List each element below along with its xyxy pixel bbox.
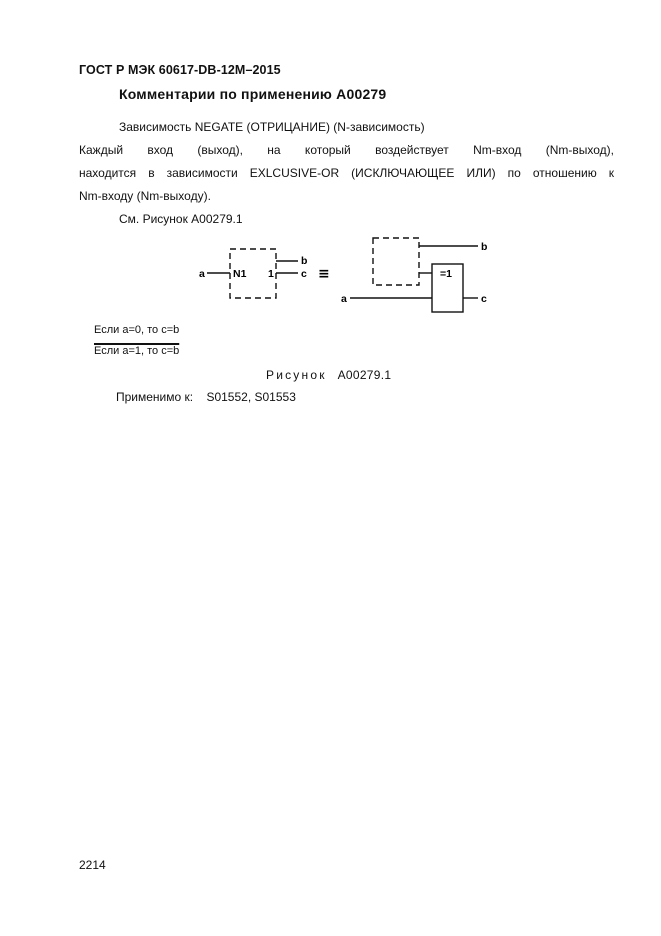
xor-qualifier: =1 (440, 268, 452, 280)
page-number: 2214 (79, 858, 106, 872)
left-output-c-label: c (301, 268, 307, 280)
xor-equivalent-circuit (341, 238, 487, 312)
equivalence-sign: ≡ (318, 266, 330, 282)
caption-number: A00279.1 (337, 368, 392, 382)
applicable-line (116, 390, 296, 404)
condition-a1 (94, 345, 179, 357)
left-output-b-label: b (301, 255, 308, 267)
condition-a1-text: Если a=1, то c=b (94, 345, 180, 357)
qualifier-n1: N1 (233, 268, 247, 280)
applicable-values: S01552, S01553 (206, 390, 296, 404)
section-title: Комментарии по применению A00279 (119, 86, 387, 102)
condition-a0: Если a=0, то c=b (94, 324, 180, 336)
left-input-a-label: a (199, 268, 205, 280)
figure-caption (266, 368, 391, 382)
standard-code-header: ГОСТ Р МЭК 60617-DB-12M–2015 (79, 63, 281, 77)
paragraph-line-1: Каждый вход (выход), на который воздействует Nm-вход (Nm-выход), (79, 143, 614, 157)
logic-figure (0, 0, 661, 330)
right-output-b-label: b (481, 241, 488, 253)
dependency-line: Зависимость NEGATE (ОТРИЦАНИЕ) (N-зависимость) (119, 120, 425, 134)
caption-word: Рисунок (266, 368, 327, 382)
dashed-box (373, 238, 419, 285)
paragraph-line-2: находится в зависимости EXLCUSIVE-OR (ИСКЛЮЧАЮЩЕЕ ИЛИ) по отношению к (79, 166, 614, 180)
applicable-label: Применимо к: (116, 390, 194, 404)
output-number-1: 1 (268, 268, 274, 280)
paragraph-line-3: Nm-входу (Nm-выходу). (79, 189, 211, 203)
right-output-c-label: c (481, 293, 487, 305)
see-figure-reference: См. Рисунок A00279.1 (119, 212, 243, 226)
right-input-a-label: a (341, 293, 347, 305)
negate-symbol (199, 249, 307, 298)
